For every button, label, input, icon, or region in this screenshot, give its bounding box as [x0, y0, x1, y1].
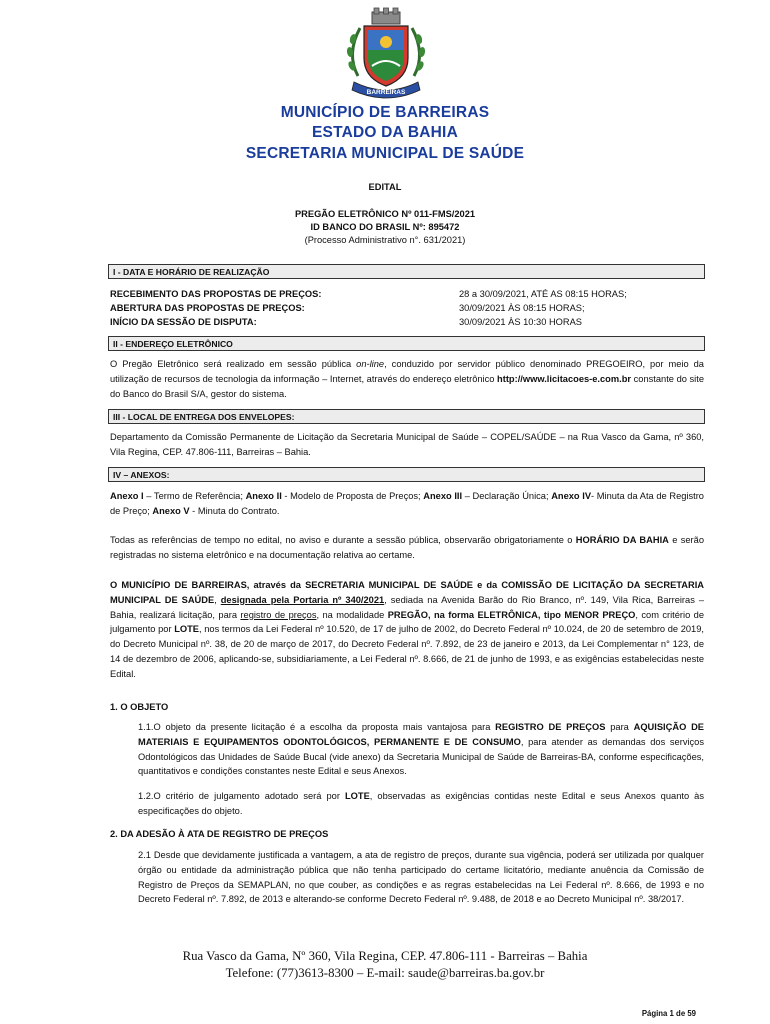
row-label-opening: ABERTURA DAS PROPOSTAS DE PREÇOS:	[110, 303, 305, 313]
object-paragraph-1-1: 1.1.O objeto da presente licitação é a escolha da proposta mais vantajosa para REGISTRO DE PREÇOS para AQUISIÇÃO DE MATERIAIS E EQUIPAMENTOS ODONTOLÓGICOS, PERMANENTE E DE CONSUMO, para atender as demandas dos serviços Odontológicos das Unidades de Saúde Bucal (vide anexo) da Secretaria Municipal de Saúde de Barreiras-BA, conforme especificações, quantitativos e condições constantes neste Edital e seus Anexos.	[138, 722, 704, 777]
object-paragraph-1-2: 1.2.O critério de julgamento adotado será por LOTE, observadas as exigências contidas neste Edital e seus Anexos quanto às especificações do objeto.	[138, 791, 704, 816]
delivery-location-paragraph: Departamento da Comissão Permanente de Licitação da Secretaria Municipal de Saúde – COPEL/SAÚDE – na Rua Vasco da Gama, nº 360, Vila Regina, CEP. 47.806-111, Barreiras – Bahia.	[110, 432, 704, 457]
adhesion-paragraph-2-1: 2.1 Desde que devidamente justificada a vantagem, a ata de registro de preços, durante sua vigência, poderá ser utilizada por qualquer órgão ou entidade da administração pública que não tenha participado do certame licitatório, mediante anuência da Comissão de Registro de Preços da SEMAPLAN, no que couber, as condições e as regras estabelecidas na Lei Federal nº. 8.666, de 1993 e no Decreto Federal nº. 7.892, de 2013 e alterando-se conforme Decreto Federal nº. 9.488, de 2018 e ao Decreto Municipal nº. 38/2017.	[138, 850, 704, 905]
pregao-number: PREGÃO ELETRÔNICO Nº 011-FMS/2021	[294, 209, 476, 219]
bidding-website-link[interactable]: http://www.licitacoes-e.com.br	[497, 373, 632, 384]
footer-address: Rua Vasco da Gama, Nº 360, Vila Regina, CEP. 47.806-111 - Barreiras – Bahia	[182, 949, 588, 963]
section-4-header: IV – ANEXOS:	[108, 467, 705, 482]
municipal-crest-icon	[338, 6, 434, 102]
annexes-paragraph: Anexo I – Termo de Referência; Anexo II - Modelo de Proposta de Preços; Anexo III – Declaração Única; Anexo IV- Minuta da Ata de Registro de Preço; Anexo V - Minuta do Contrato.	[110, 491, 704, 516]
section-3-header: III - LOCAL DE ENTREGA DOS ENVELOPES:	[108, 409, 705, 424]
header-municipality: MUNICÍPIO DE BARREIRAS	[280, 104, 490, 121]
process-number: (Processo Administrativo n°. 631/2021)	[304, 235, 466, 245]
preamble-paragraph: O MUNICÍPIO DE BARREIRAS, através da SECRETARIA MUNICIPAL DE SAÚDE e da COMISSÃO DE LICITAÇÃO DA SECRETARIA MUNICIPAL DE SAÚDE, designada pela Portaria nº 340/2021, sediada na Avenida Barão do Rio Branco, nº. 149, Vila Rica, Barreiras – Bahia, realizará licitação, para registro de preços, na modalidade PREGÃO, na forma ELETRÔNICA, tipo MENOR PREÇO, com critério de julgamento por LOTE, nos termos da Lei Federal nº 10.520, de 17 de julho de 2002, do Decreto Federal nº 10.024, de 20 de setembro de 2019, do Decreto Municipal nº. 38, de 20 de março de 2017, do Decreto Federal nº. 7.892, de 23 de janeiro e 2013, da Lei Complementar n° 123, de 14 de dezembro de 2006, aplicando-se, subsidiariamente, a Lei Federal nº. 8.666, de 21 de junho de 1993, e as exigências estabelecidas neste Edital.	[110, 580, 705, 679]
section-1-header: I - DATA E HORÁRIO DE REALIZAÇÃO	[108, 264, 705, 279]
row-label-receipt: RECEBIMENTO DAS PROPOSTAS DE PREÇOS:	[110, 289, 322, 299]
time-reference-paragraph: Todas as referências de tempo no edital, no aviso e durante a sessão pública, observarão obrigatoriamente o HORÁRIO DA BAHIA e serão registradas no sistema eletrônico e na documentação relativa ao certame.	[110, 535, 704, 560]
header-secretariat: SECRETARIA MUNICIPAL DE SAÚDE	[245, 145, 525, 162]
bank-id: ID BANCO DO BRASIL Nº: 895472	[310, 222, 460, 232]
row-value-dispute: 30/09/2021 ÀS 10:30 HORAS	[459, 317, 583, 327]
section-adhesion-title: 2. DA ADESÃO À ATA DE REGISTRO DE PREÇOS	[110, 829, 329, 839]
row-value-opening: 30/09/2021 ÀS 08:15 HORAS;	[459, 303, 585, 313]
edital-label: EDITAL	[368, 182, 402, 192]
section-object-title: 1. O OBJETO	[110, 702, 169, 712]
row-label-dispute: INÍCIO DA SESSÃO DE DISPUTA:	[110, 317, 257, 327]
footer-contact: Telefone: (77)3613-8300 – E-mail: saude@barreiras.ba.gov.br	[225, 966, 545, 980]
page-number: Página 1 de 59	[641, 1009, 696, 1018]
crest-banner-text: BARREIRAS	[366, 89, 406, 96]
section-2-header: II - ENDEREÇO ELETRÔNICO	[108, 336, 705, 351]
electronic-address-paragraph: O Pregão Eletrônico será realizado em sessão pública on-line, conduzido por servidor público denominado PREGOEIRO, por meio da utilização de recursos de tecnologia da informação – Internet, através do endereço eletrônico http://www.licitacoes-e.com.br constante do site do Banco do Brasil S/A, gestor do sistema.	[110, 359, 704, 399]
header-state: ESTADO DA BAHIA	[312, 124, 458, 141]
row-value-receipt: 28 a 30/09/2021, ATÉ AS 08:15 HORAS;	[459, 289, 627, 299]
